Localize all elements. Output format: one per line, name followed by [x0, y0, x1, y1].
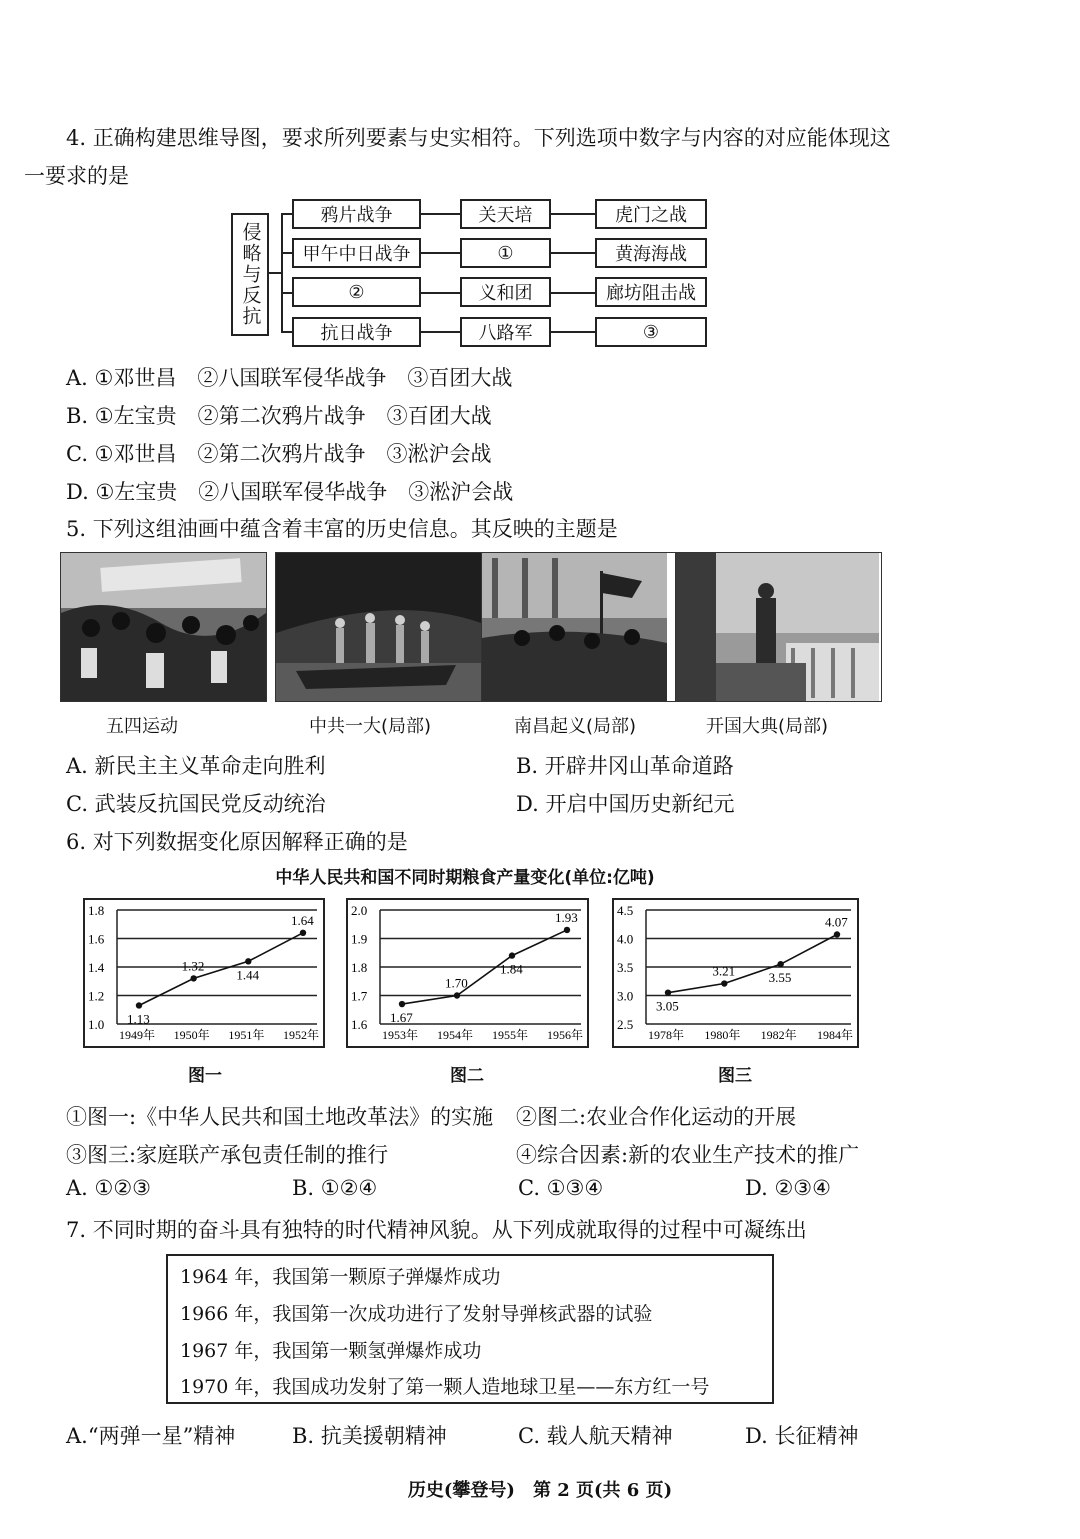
- figure-label-3: 图三: [718, 1066, 752, 1086]
- mind-map-war-2: 甲午中日战争: [292, 238, 421, 268]
- q4-option-a[interactable]: A. ①邓世昌 ②八国联军侵华战争 ③百团大战: [66, 366, 513, 390]
- x-tick-label: 1984年: [817, 1028, 854, 1042]
- y-tick-label: 1.6: [88, 931, 105, 947]
- q6-statement-4: ④综合因素:新的农业生产技术的推广: [516, 1143, 860, 1167]
- data-point: [721, 980, 727, 986]
- x-tick-label: 1952年: [283, 1028, 320, 1042]
- q5-stem: 5. 下列这组油画中蕴含着丰富的历史信息。其反映的主题是: [66, 517, 618, 541]
- data-point: [136, 1002, 142, 1008]
- q6-stem: 6. 对下列数据变化原因解释正确的是: [66, 830, 408, 854]
- data-label: 1.67: [390, 1010, 413, 1026]
- q7-option-b[interactable]: B. 抗美援朝精神: [292, 1424, 447, 1448]
- chart-title: 中华人民共和国不同时期粮食产量变化(单位:亿吨): [275, 868, 655, 888]
- y-tick-label: 1.2: [88, 988, 105, 1004]
- y-tick-label: 1.9: [351, 931, 368, 947]
- data-label: 1.64: [291, 912, 314, 928]
- q6-statement-1: ①图一:《中华人民共和国土地改革法》的实施: [66, 1105, 494, 1129]
- data-point: [564, 927, 570, 933]
- y-tick-label: 1.8: [351, 960, 368, 975]
- data-label: 1.13: [127, 1011, 150, 1027]
- chart-frame-2: [346, 898, 589, 1048]
- mind-map-connector: [421, 252, 461, 254]
- grain-chart-1: [85, 900, 323, 1046]
- q7-option-d[interactable]: D. 长征精神: [745, 1424, 859, 1448]
- caption-first-congress: 中共一大(局部): [309, 716, 432, 737]
- x-tick-label: 1949年: [119, 1028, 156, 1042]
- achievement-1967: 1967 年，我国第一颗氢弹爆炸成功: [180, 1340, 482, 1362]
- y-tick-label: 1.6: [351, 1017, 368, 1032]
- data-label: 3.21: [712, 963, 736, 979]
- mind-map-connector: [551, 252, 596, 254]
- q5-option-c[interactable]: C. 武装反抗国民党反动统治: [66, 792, 326, 816]
- x-tick-label: 1980年: [704, 1028, 741, 1042]
- chart-frame-3: [612, 898, 859, 1048]
- data-label: 3.55: [768, 970, 792, 986]
- mind-map-person-1: 关天培: [460, 199, 551, 229]
- mind-map-battle-2: 黄海海战: [595, 238, 707, 268]
- data-point: [454, 992, 460, 998]
- x-tick-label: 1978年: [648, 1028, 685, 1042]
- x-tick-label: 1951年: [228, 1028, 265, 1042]
- q6-option-d[interactable]: D. ②③④: [745, 1176, 831, 1200]
- caption-nanchang-uprising: 南昌起义(局部): [514, 716, 637, 737]
- achievement-1964: 1964 年，我国第一颗原子弹爆炸成功: [180, 1266, 501, 1288]
- y-tick-label: 1.8: [88, 903, 105, 918]
- y-tick-label: 4.5: [617, 903, 634, 918]
- q4-option-d[interactable]: D. ①左宝贵 ②八国联军侵华战争 ③淞沪会战: [66, 480, 514, 504]
- data-label: 1.32: [181, 958, 205, 974]
- y-tick-label: 2.0: [351, 903, 368, 918]
- caption-founding-ceremony: 开国大典(局部): [706, 716, 829, 737]
- achievement-1966: 1966 年，我国第一次成功进行了发射导弹核武器的试验: [180, 1303, 653, 1325]
- q6-statement-3: ③图三:家庭联产承包责任制的推行: [66, 1143, 389, 1167]
- mind-map-connector: [551, 292, 596, 294]
- chart-frame-1: [83, 898, 325, 1048]
- mind-map-connector: [421, 331, 461, 333]
- series-line: [139, 933, 303, 1006]
- y-tick-label: 1.4: [88, 960, 105, 975]
- x-tick-label: 1982年: [760, 1028, 797, 1042]
- x-tick-label: 1950年: [173, 1028, 210, 1042]
- figure-label-1: 图一: [188, 1066, 222, 1086]
- q5-option-d[interactable]: D. 开启中国历史新纪元: [516, 792, 735, 816]
- y-tick-label: 1.7: [351, 988, 368, 1004]
- mind-map-battle-4: ③: [595, 317, 707, 347]
- y-tick-label: 3.5: [617, 960, 634, 975]
- grain-chart-2: [348, 900, 587, 1046]
- painting-founding-ceremony: [675, 552, 882, 702]
- mind-map-root: 侵略与反抗: [231, 213, 269, 336]
- mind-map-connector: [551, 331, 596, 333]
- data-label: 3.05: [656, 998, 679, 1014]
- data-point: [834, 931, 840, 937]
- data-point: [399, 1001, 405, 1007]
- q7-option-a[interactable]: A.“两弹一星”精神: [66, 1424, 236, 1448]
- data-point: [509, 952, 515, 958]
- data-label: 4.07: [825, 914, 848, 930]
- q6-statement-2: ②图二:农业合作化运动的开展: [516, 1105, 797, 1129]
- data-point: [190, 975, 196, 981]
- mind-map-person-2: ①: [460, 238, 551, 268]
- mind-map-connector: [269, 272, 281, 274]
- data-point: [300, 930, 306, 936]
- q7-stem: 7. 不同时期的奋斗具有独特的时代精神风貌。从下列成就取得的过程中可凝练出: [66, 1218, 807, 1242]
- q4-option-b[interactable]: B. ①左宝贵 ②第二次鸦片战争 ③百团大战: [66, 404, 492, 428]
- painting-nanchang-uprising: [481, 552, 688, 702]
- achievement-box: [166, 1254, 774, 1404]
- painting-may-fourth: [60, 552, 267, 702]
- y-tick-label: 2.5: [617, 1017, 634, 1032]
- q4-stem-line2: 一要求的是: [24, 164, 129, 188]
- data-label: 1.93: [555, 909, 578, 925]
- page-footer: 历史(攀登号) 第 2 页(共 6 页): [407, 1480, 673, 1501]
- data-label: 1.44: [236, 967, 260, 983]
- y-tick-label: 1.0: [88, 1017, 105, 1032]
- mind-map-war-1: 鸦片战争: [292, 199, 421, 229]
- data-point: [245, 958, 251, 964]
- q4-option-c[interactable]: C. ①邓世昌 ②第二次鸦片战争 ③淞沪会战: [66, 442, 492, 466]
- mind-map-battle-1: 虎门之战: [595, 199, 707, 229]
- x-tick-label: 1956年: [547, 1028, 584, 1042]
- series-line: [668, 935, 837, 993]
- x-tick-label: 1953年: [382, 1028, 419, 1042]
- q6-option-c[interactable]: C. ①③④: [518, 1176, 604, 1200]
- data-label: 1.84: [500, 961, 523, 977]
- data-point: [665, 989, 671, 995]
- data-point: [777, 961, 783, 967]
- q7-option-c[interactable]: C. 载人航天精神: [518, 1424, 673, 1448]
- q5-option-a[interactable]: A. 新民主主义革命走向胜利: [66, 754, 326, 778]
- q5-option-b[interactable]: B. 开辟井冈山革命道路: [516, 754, 734, 778]
- mind-map-connector: [421, 213, 461, 215]
- q6-option-b[interactable]: B. ①②④: [292, 1176, 378, 1200]
- painting-first-congress: [275, 552, 482, 702]
- achievement-1970: 1970 年，我国成功发射了第一颗人造地球卫星——东方红一号: [180, 1376, 710, 1398]
- grain-chart-3: [614, 900, 857, 1046]
- data-label: 1.70: [445, 975, 468, 991]
- y-tick-label: 4.0: [617, 931, 634, 947]
- mind-map-connector: [281, 213, 283, 331]
- mind-map-battle-3: 廊坊阻击战: [595, 277, 707, 307]
- mind-map-connector: [421, 292, 461, 294]
- mind-map-war-3: ②: [292, 277, 421, 307]
- caption-may-fourth: 五四运动: [106, 716, 178, 737]
- x-tick-label: 1955年: [492, 1028, 529, 1042]
- x-tick-label: 1954年: [437, 1028, 474, 1042]
- mind-map-war-4: 抗日战争: [292, 317, 421, 347]
- mind-map-person-4: 八路军: [460, 317, 551, 347]
- q6-option-a[interactable]: A. ①②③: [66, 1176, 151, 1200]
- y-tick-label: 3.0: [617, 988, 634, 1004]
- mind-map-connector: [551, 213, 596, 215]
- mind-map-person-3: 义和团: [460, 277, 551, 307]
- q4-stem-line1: 4. 正确构建思维导图，要求所列要素与史实相符。下列选项中数字与内容的对应能体现这: [66, 126, 891, 150]
- figure-label-2: 图二: [450, 1066, 484, 1086]
